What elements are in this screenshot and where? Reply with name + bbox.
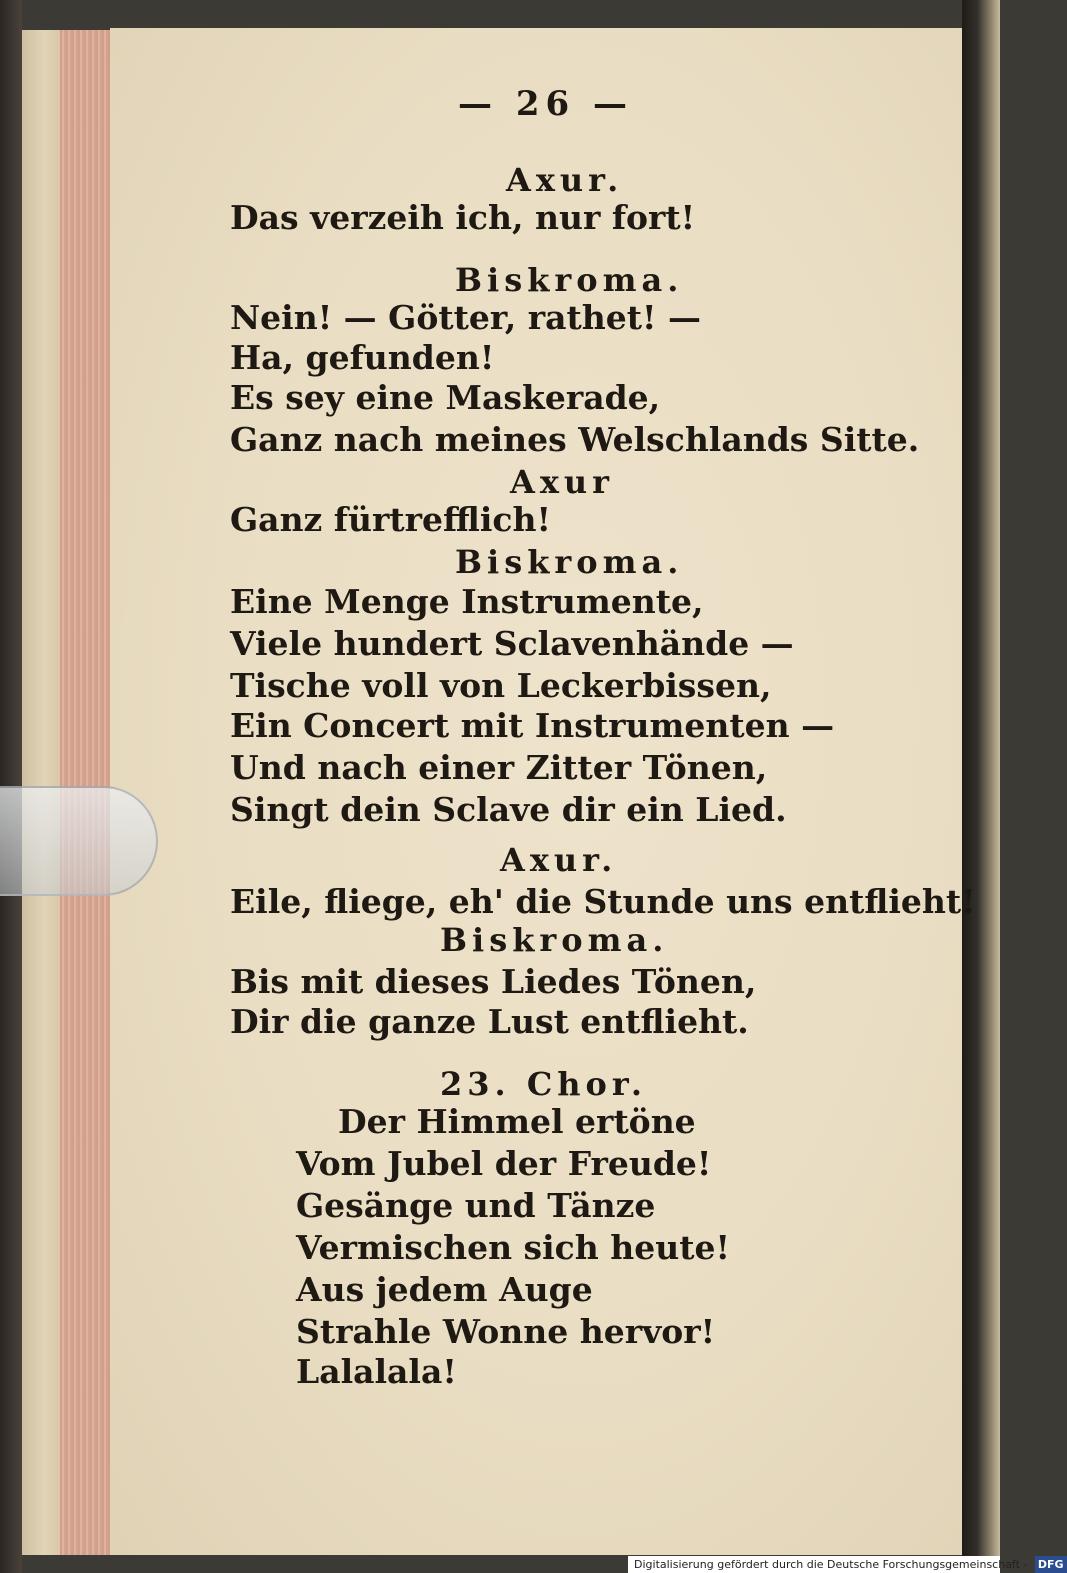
verse-line: Es sey eine Maskerade, — [230, 378, 661, 417]
dfg-logo: DFG — [1035, 1556, 1067, 1573]
verse-line: Der Himmel ertöne — [338, 1102, 696, 1141]
verse-line: Aus jedem Auge — [296, 1270, 593, 1309]
speaker-label: Biskroma. — [455, 261, 684, 299]
speaker-label: Biskroma. — [440, 921, 669, 959]
verse-line: Vom Jubel der Freude! — [296, 1144, 712, 1183]
verse-line: Strahle Wonne hervor! — [296, 1312, 716, 1351]
speaker-label: Axur. — [506, 161, 624, 199]
section-heading: 23. Chor. — [440, 1065, 647, 1103]
verse-line: Ganz fürtrefflich! — [230, 500, 551, 539]
verse-line: Dir die ganze Lust entflieht. — [230, 1002, 749, 1041]
book-gutter-right — [962, 0, 1000, 1573]
verse-line: Ha, gefunden! — [230, 338, 495, 377]
verse-line: Viele hundert Sclavenhände — — [230, 624, 794, 663]
verse-line: Eine Menge Instrumente, — [230, 582, 704, 621]
verse-line: Bis mit dieses Liedes Tönen, — [230, 962, 757, 1001]
speaker-label: Axur — [510, 463, 615, 501]
verse-line: Eile, fliege, eh' die Stunde uns entflieht! — [230, 882, 976, 921]
verse-line: Nein! — Götter, rathet! — — [230, 298, 702, 337]
verse-line: Vermischen sich heute! — [296, 1228, 730, 1267]
verse-line: Das verzeih ich, nur fort! — [230, 198, 696, 237]
credit-text: Digitalisierung gefördert durch die Deutsche Forschungsgemeinschaft - — [634, 1558, 1028, 1571]
page-number: — 26 — — [458, 84, 633, 124]
verse-line: Singt dein Sclave dir ein Lied. — [230, 790, 787, 829]
verse-line: Tische voll von Leckerbissen, — [230, 666, 772, 705]
verse-line: Gesänge und Tänze — [296, 1186, 656, 1225]
verse-line: Lalalala! — [296, 1352, 457, 1391]
verse-line: Ganz nach meines Welschlands Sitte. — [230, 420, 920, 459]
speaker-label: Biskroma. — [455, 543, 684, 581]
verse-line: Und nach einer Zitter Tönen, — [230, 748, 768, 787]
speaker-label: Axur. — [500, 841, 618, 879]
verse-line: Ein Concert mit Instrumenten — — [230, 706, 835, 745]
digitization-credit — [628, 1556, 1064, 1573]
page-clip — [0, 786, 158, 896]
